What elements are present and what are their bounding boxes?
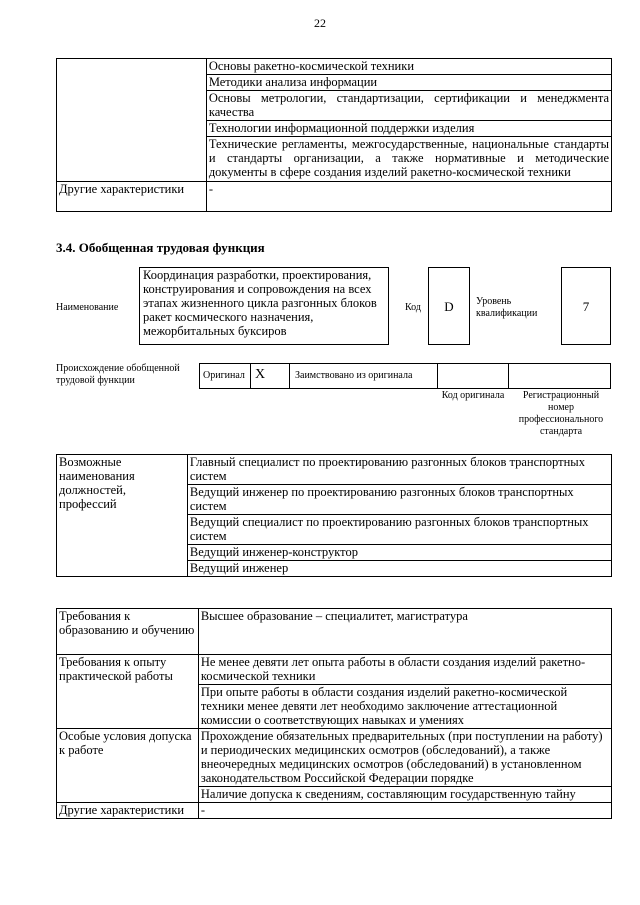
positions-table bbox=[56, 454, 612, 577]
row-label: Другие характеристики bbox=[57, 182, 207, 212]
list-item: Ведущий инженер-конструктор bbox=[187, 545, 611, 561]
level-value: 7 bbox=[561, 267, 611, 345]
row-label: Возможные наименования должностей, профессий bbox=[57, 455, 188, 577]
section-title: 3.4. Обобщенная трудовая функция bbox=[56, 240, 265, 255]
original-label: Оригинал bbox=[203, 370, 245, 381]
table-cell-empty bbox=[57, 59, 207, 182]
level-label: Уровень квалификации bbox=[476, 296, 538, 319]
page-number: 22 bbox=[314, 16, 326, 30]
table-row bbox=[57, 59, 612, 75]
table-row bbox=[57, 455, 612, 485]
table-row bbox=[57, 609, 612, 655]
requirements-table bbox=[56, 608, 612, 819]
row-label: Требования к образованию и обучению bbox=[57, 609, 199, 655]
table-cell: Методики анализа информации bbox=[206, 75, 611, 91]
original-mark: X bbox=[255, 367, 266, 382]
row-label: Особые условия допуска к работе bbox=[57, 729, 199, 803]
table-row bbox=[57, 729, 612, 787]
table-cell: Технические регламенты, межгосударственные, национальные стандарты и стандарты организации, а также нормативные и методические документы в сфере создания изделий ракетно-космической техники bbox=[206, 137, 611, 182]
table-cell: Основы метрологии, стандартизации, сертификации и менеджмента качества bbox=[206, 91, 611, 121]
name-label: Наименование bbox=[56, 302, 119, 313]
row-label: Другие характеристики bbox=[57, 803, 199, 819]
code-value: D bbox=[428, 267, 470, 345]
borrowed-label: Заимствовано из оригинала bbox=[295, 370, 413, 381]
list-item: Главный специалист по проектированию разгонных блоков транспортных систем bbox=[187, 455, 611, 485]
table-cell: Прохождение обязательных предварительных (при поступлении на работу) и периодических медицинских осмотров (обследований), а также внеочередных медицинских осмотров (обследований) в установленном законодательством Российской Федерации порядке bbox=[198, 729, 611, 787]
table-cell: - bbox=[198, 803, 611, 819]
table-row bbox=[57, 655, 612, 685]
table-cell: Высшее образование – специалитет, магистратура bbox=[198, 609, 611, 655]
table-row bbox=[57, 182, 612, 212]
code-label: Код bbox=[405, 302, 421, 313]
code-caption: Код оригинала bbox=[441, 390, 505, 401]
name-value: Координация разработки, проектирования, конструирования и сопровождения на всех этапах жизненного цикла разгонных блоков ракет космического назначения, межорбитальных буксиров bbox=[139, 267, 389, 345]
list-item: Ведущий инженер по проектированию разгонных блоков транспортных систем bbox=[187, 485, 611, 515]
table-cell: Технологии информационной поддержки изделия bbox=[206, 121, 611, 137]
table-cell: Наличие допуска к сведениям, составляющим государственную тайну bbox=[198, 787, 611, 803]
origin-label: Происхождение обобщенной трудовой функции bbox=[56, 363, 180, 386]
table-cell: Не менее девяти лет опыта работы в области создания изделий ракетно-космической техники bbox=[198, 655, 611, 685]
code-original-cell bbox=[437, 363, 509, 389]
list-item: Ведущий инженер bbox=[187, 561, 611, 577]
table-cell: Основы ракетно-космической техники bbox=[206, 59, 611, 75]
list-item: Ведущий специалист по проектированию разгонных блоков транспортных систем bbox=[187, 515, 611, 545]
row-label: Требования к опыту практической работы bbox=[57, 655, 199, 729]
reg-caption: Регистрационный номер профессионального стандарта bbox=[518, 390, 604, 437]
table-row bbox=[57, 803, 612, 819]
knowledge-table bbox=[56, 58, 612, 212]
table-cell: При опыте работы в области создания изделий ракетно-космической техники менее девяти лет необходимо заключение аттестационной комиссии о соответствующих навыках и умениях bbox=[198, 685, 611, 729]
table-cell: - bbox=[206, 182, 611, 212]
